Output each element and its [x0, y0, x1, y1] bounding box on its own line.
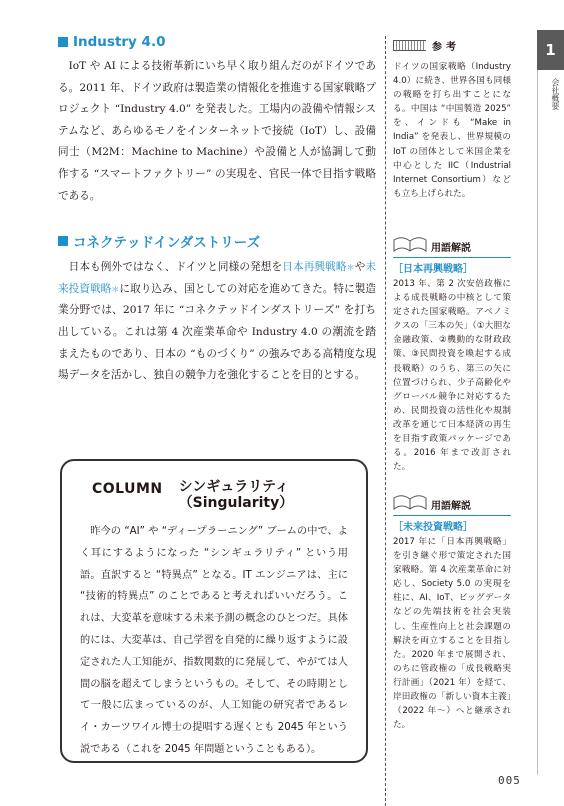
glossary-definition: 2017 年に「日本再興戦略」を引き継ぐ形で策定された国家戦略。第 4 次産業革命に対応し、Society 5.0 の実現を柱に、AI、IoT、ビッグデータなどの先端技術を社会実装し、生産性向上と社会課題の解決を両立することを目指した。2020 年まで展開され、のちに管政権の「成長戦略実行計画」（2021 年）を経て、岸田政権の「新しい資本主義」（2022 年〜）へと継承された。 [393, 537, 511, 731]
body-text: に取り込み、国としての対応を進めてきた。特に製造業分野では、2017 年に “コネクテッドインダストリーズ” を打ち出している。これは第 4 次産業革命や Industry 4.0 の潮流を踏まえたものであり、日本の “ものづくり” の強みである高精度な現場データを活かし、独自の競争力を強化することを目的とする。 [58, 282, 377, 382]
reference-body: ドイツの国家戦略（Industry 4.0）に続き、世界各国も同様の戦略を打ち出すことになる。中国は “中国製造 2025” を、インドも “Make in India” を発表し、世界規模の IoT の団体として米国企業を中心とした IIC（Industrial Internet Consortium）なども立ち上げられた。 [393, 62, 511, 199]
glossary-definition: 2013 年、第 2 次安倍政権による成長戦略の中核として策定された国家戦略。アベノミクスの「三本の矢」（①大胆な金融政策、②機動的な財政政策、③民間投資を喚起する成長戦略）のうち、第三の矢に位置づけられ、少子高齢化やグローバル競争に対応するため、民間投資の活性化や規制改革を通じて日本経済の再生を目指す政策パッケージである。2016 年まで改訂された。 [393, 279, 511, 473]
heading-square-icon [58, 37, 68, 47]
chapter-label: 会社概要 [551, 78, 560, 110]
glossary-header [393, 490, 511, 512]
reference-header [393, 34, 511, 56]
glossary-term: ［日本再興戦略］ [393, 257, 511, 275]
heading-square-icon [58, 236, 68, 246]
open-book-icon [393, 236, 427, 254]
glossary-label: 用語解説 [431, 501, 471, 512]
section-body: IoT や AI による技術革新にいち早く取り組んだのがドイツである。2011 年、ドイツ政府は製造業の情報化を推進する国家戦略プロジェクト “Industry 4.0” を発表した。工場内の設備や情報システムなど、あらゆるモノをインターネットで接続（IoT）し、設備同士（M2M：Machine to Machine）や設備と人が協調して動作する “スマートファクトリー” の実現を、官民一体で目指す戦略である。 [58, 60, 376, 202]
sidebar-glossary-2 [393, 490, 511, 732]
body-text: 日本も例外ではなく、ドイツと同様の発想を [68, 261, 283, 274]
sidebar-divider [385, 36, 386, 806]
asterisk-mark: ＊ [346, 263, 355, 273]
section-heading-connected-industries [58, 231, 376, 251]
chapter-number: 1 [537, 30, 564, 70]
asterisk-mark: ＊ [111, 284, 120, 294]
glossary-link-mirai-toshi[interactable]: 未来投資戦略 [58, 261, 377, 295]
section-heading-text: Industry 4.0 [73, 34, 166, 50]
glossary-header [393, 232, 511, 254]
chapter-tab [537, 30, 564, 775]
column-subtitle: （Singularity） [178, 495, 294, 511]
main-content [58, 34, 376, 387]
glossary-label: 用語解説 [431, 243, 471, 254]
column-body: 昨今の “AI” や “ディープラーニング” ブームの中で、よく耳にするようになった “シンギュラリティ” という用語。直訳すると “特異点” となる。IT エンジニアは、主に “技術的特異点” のことであると考えればいいだろう。これは、大変革を意味する未来予測の概念のひとつだ。具体的には、大変革は、自己学習を自発的に繰り返すように設定された人工知能が、指数関数的に発展して、やがては人間の脳を超えてしまうというもの。そして、その時期として一般に広まっているのが、人工知能の研究者であるレイ・カーツワイル博士の提唱する遅くとも 2045 年という説である（これを 2045 年問題ということもある）。 [80, 526, 348, 755]
column-label: COLUMN [92, 481, 163, 497]
glossary-link-nihon-saiko[interactable]: 日本再興戦略 [282, 261, 347, 274]
sidebar-reference [393, 34, 511, 201]
sidebar-glossary-1 [393, 232, 511, 474]
column-title [92, 479, 348, 511]
body-text: や [354, 261, 366, 274]
section-heading-text: コネクテッドインダストリーズ [73, 235, 261, 252]
reference-bar-icon [393, 40, 426, 51]
page-number: 005 [498, 774, 521, 787]
open-book-icon [393, 494, 427, 512]
reference-label: 参考 [432, 41, 460, 53]
column-box [60, 459, 368, 763]
section-heading-industry40 [58, 34, 376, 50]
column-title-text: シンギュラリティ [178, 479, 289, 495]
section-body [58, 257, 376, 387]
glossary-term: ［未来投資戦略］ [393, 515, 511, 533]
